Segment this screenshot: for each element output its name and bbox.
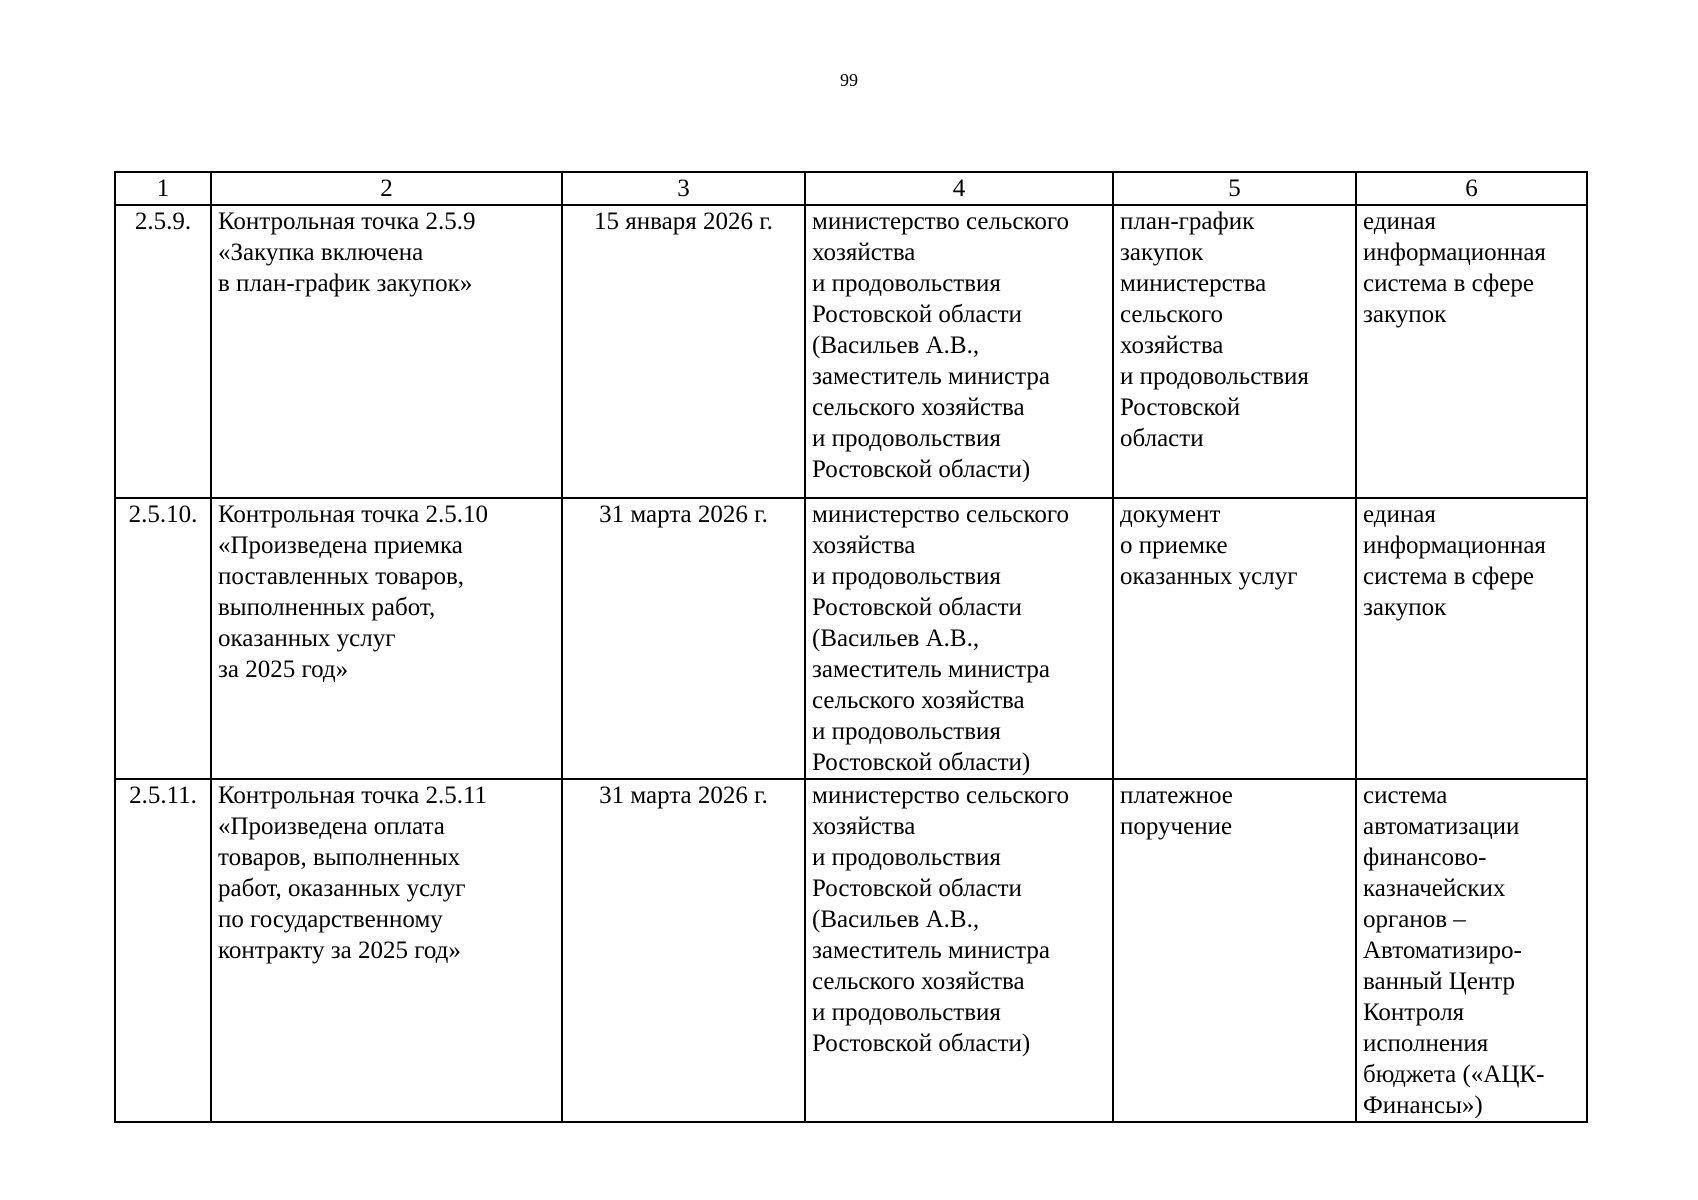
document-type: план-график закупок министерства сельского хозяйства и продовольствия Ростовской области — [1113, 205, 1356, 498]
information-system: единая информационная система в сфере закупок — [1356, 498, 1587, 779]
event-name: Контрольная точка 2.5.11 «Произведена оплата товаров, выполненных работ, оказанных услуг по государственному контракту за 2025 год» — [211, 779, 562, 1122]
document-type: документ о приемке оказанных услуг — [1113, 498, 1356, 779]
control-points-table — [114, 171, 1588, 1123]
page-number: 99 — [840, 70, 858, 90]
column-header-1: 1 — [115, 172, 211, 205]
information-system: единая информационная система в сфере закупок — [1356, 205, 1587, 498]
column-header-6: 6 — [1356, 172, 1587, 205]
column-header-2: 2 — [211, 172, 562, 205]
table-row — [115, 779, 1587, 1122]
table-row — [115, 205, 1587, 498]
due-date: 15 января 2026 г. — [562, 205, 805, 498]
information-system: система автоматизации финансово- казначейских органов – Автоматизиро- ванный Центр Контроля исполнения бюджета («АЦК- Финансы») — [1356, 779, 1587, 1122]
column-header-4: 4 — [805, 172, 1113, 205]
event-name: Контрольная точка 2.5.9 «Закупка включена в план-график закупок» — [211, 205, 562, 498]
column-header-3: 3 — [562, 172, 805, 205]
document-type: платежное поручение — [1113, 779, 1356, 1122]
table-header-row — [115, 172, 1587, 205]
column-header-5: 5 — [1113, 172, 1356, 205]
row-number: 2.5.11. — [115, 779, 211, 1122]
row-number: 2.5.9. — [115, 205, 211, 498]
due-date: 31 марта 2026 г. — [562, 498, 805, 779]
responsible: министерство сельского хозяйства и продовольствия Ростовской области (Васильев А.В., заместитель министра сельского хозяйства и продовольствия Ростовской области) — [805, 779, 1113, 1122]
due-date: 31 марта 2026 г. — [562, 779, 805, 1122]
table-row — [115, 498, 1587, 779]
row-number: 2.5.10. — [115, 498, 211, 779]
event-name: Контрольная точка 2.5.10 «Произведена приемка поставленных товаров, выполненных работ, оказанных услуг за 2025 год» — [211, 498, 562, 779]
responsible: министерство сельского хозяйства и продовольствия Ростовской области (Васильев А.В., заместитель министра сельского хозяйства и продовольствия Ростовской области) — [805, 498, 1113, 779]
responsible: министерство сельского хозяйства и продовольствия Ростовской области (Васильев А.В., заместитель министра сельского хозяйства и продовольствия Ростовской области) — [805, 205, 1113, 498]
